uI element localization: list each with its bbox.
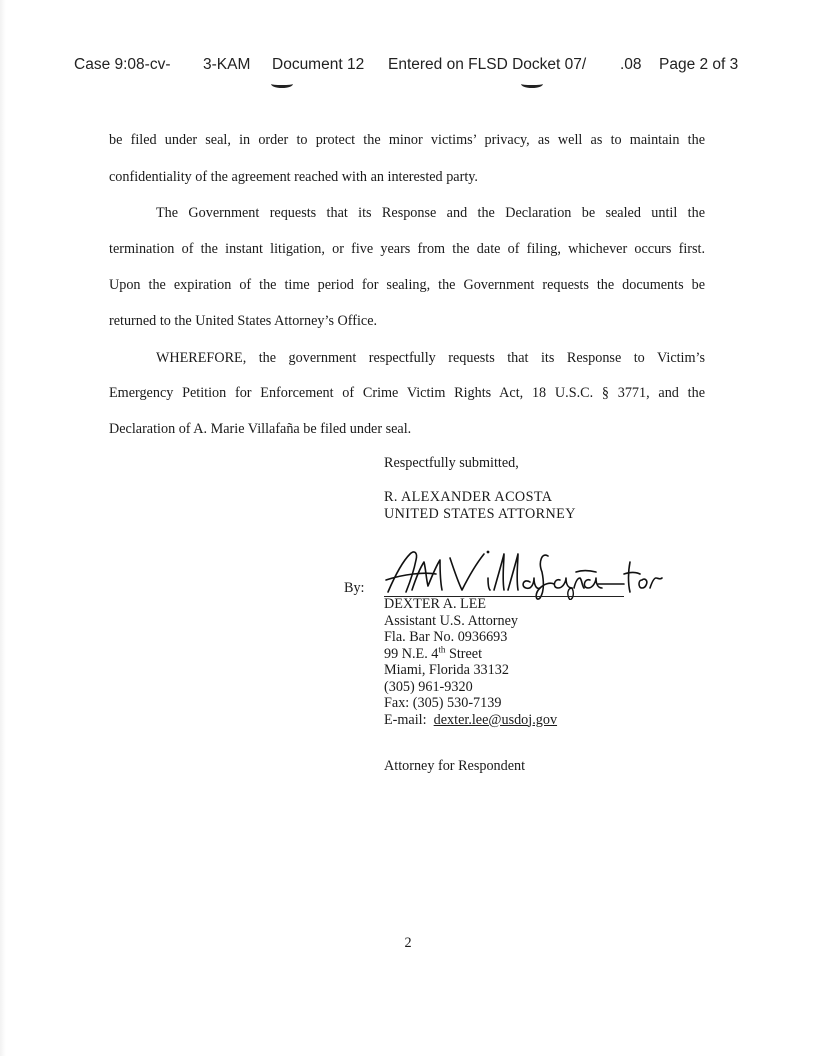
fax-number: Fax: (305) 530-7139 [384,695,502,711]
page-count: Page 2 of 3 [659,56,739,73]
punch-mark-left [271,80,293,88]
entered-year: .08 [620,56,642,73]
closing-line: Respectfully submitted, [384,455,519,471]
signer-name: DEXTER A. LEE [384,596,487,612]
body-line-3: The Government requests that its Response and the Declaration be sealed until the [156,205,705,221]
case-number-part2: 3-KAM [203,56,251,73]
punch-mark-right [521,80,543,88]
signer-block [384,596,557,728]
scan-edge-shade [0,0,6,1056]
street-sup: th [438,643,446,654]
docket-header [0,56,816,76]
body-line-2: confidentiality of the agreement reached with an interested party. [109,169,478,185]
us-attorney-name: R. ALEXANDER ACOSTA [384,489,553,505]
email-line [384,712,557,729]
street-post: Street [445,645,483,662]
bar-number: Fla. Bar No. 0936693 [384,629,508,645]
body-line-9: Declaration of A. Marie Villafaña be filed under seal. [109,421,412,437]
city-state-zip: Miami, Florida 33132 [384,662,509,678]
by-label: By: [344,580,365,596]
page-number: 2 [404,935,412,951]
us-attorney-block [384,489,576,522]
document-number: Document 12 [272,56,365,73]
email-label: E-mail: [384,711,434,728]
handwritten-signature [384,548,664,600]
us-attorney-title: UNITED STATES ATTORNEY [384,505,576,522]
street-address [384,643,557,663]
phone-number: (305) 961-9320 [384,678,473,695]
body-line-8: Emergency Petition for Enforcement of Crime Victim Rights Act, 18 U.S.C. § 3771, and the [109,385,705,401]
signer-title: Assistant U.S. Attorney [384,612,518,629]
body-line-5: Upon the expiration of the time period for sealing, the Government requests the documents be [109,277,705,293]
case-number-part1: Case 9:08-cv- [74,56,171,73]
entered-on-docket: Entered on FLSD Docket 07/ [388,56,587,73]
body-line-1: be filed under seal, in order to protect the minor victims’ privacy, as well as to maintain the [109,132,705,148]
body-line-7: WHEREFORE, the government respectfully requests that its Response to Victim’s [156,350,705,366]
attorney-role: Attorney for Respondent [384,758,526,774]
street-pre: 99 N.E. 4 [384,645,439,662]
body-line-6: returned to the United States Attorney’s Office. [109,313,378,329]
email-link[interactable]: dexter.lee@usdoj.gov [433,711,558,728]
body-line-4: termination of the instant litigation, or five years from the date of filing, whichever occurs first. [109,241,705,257]
